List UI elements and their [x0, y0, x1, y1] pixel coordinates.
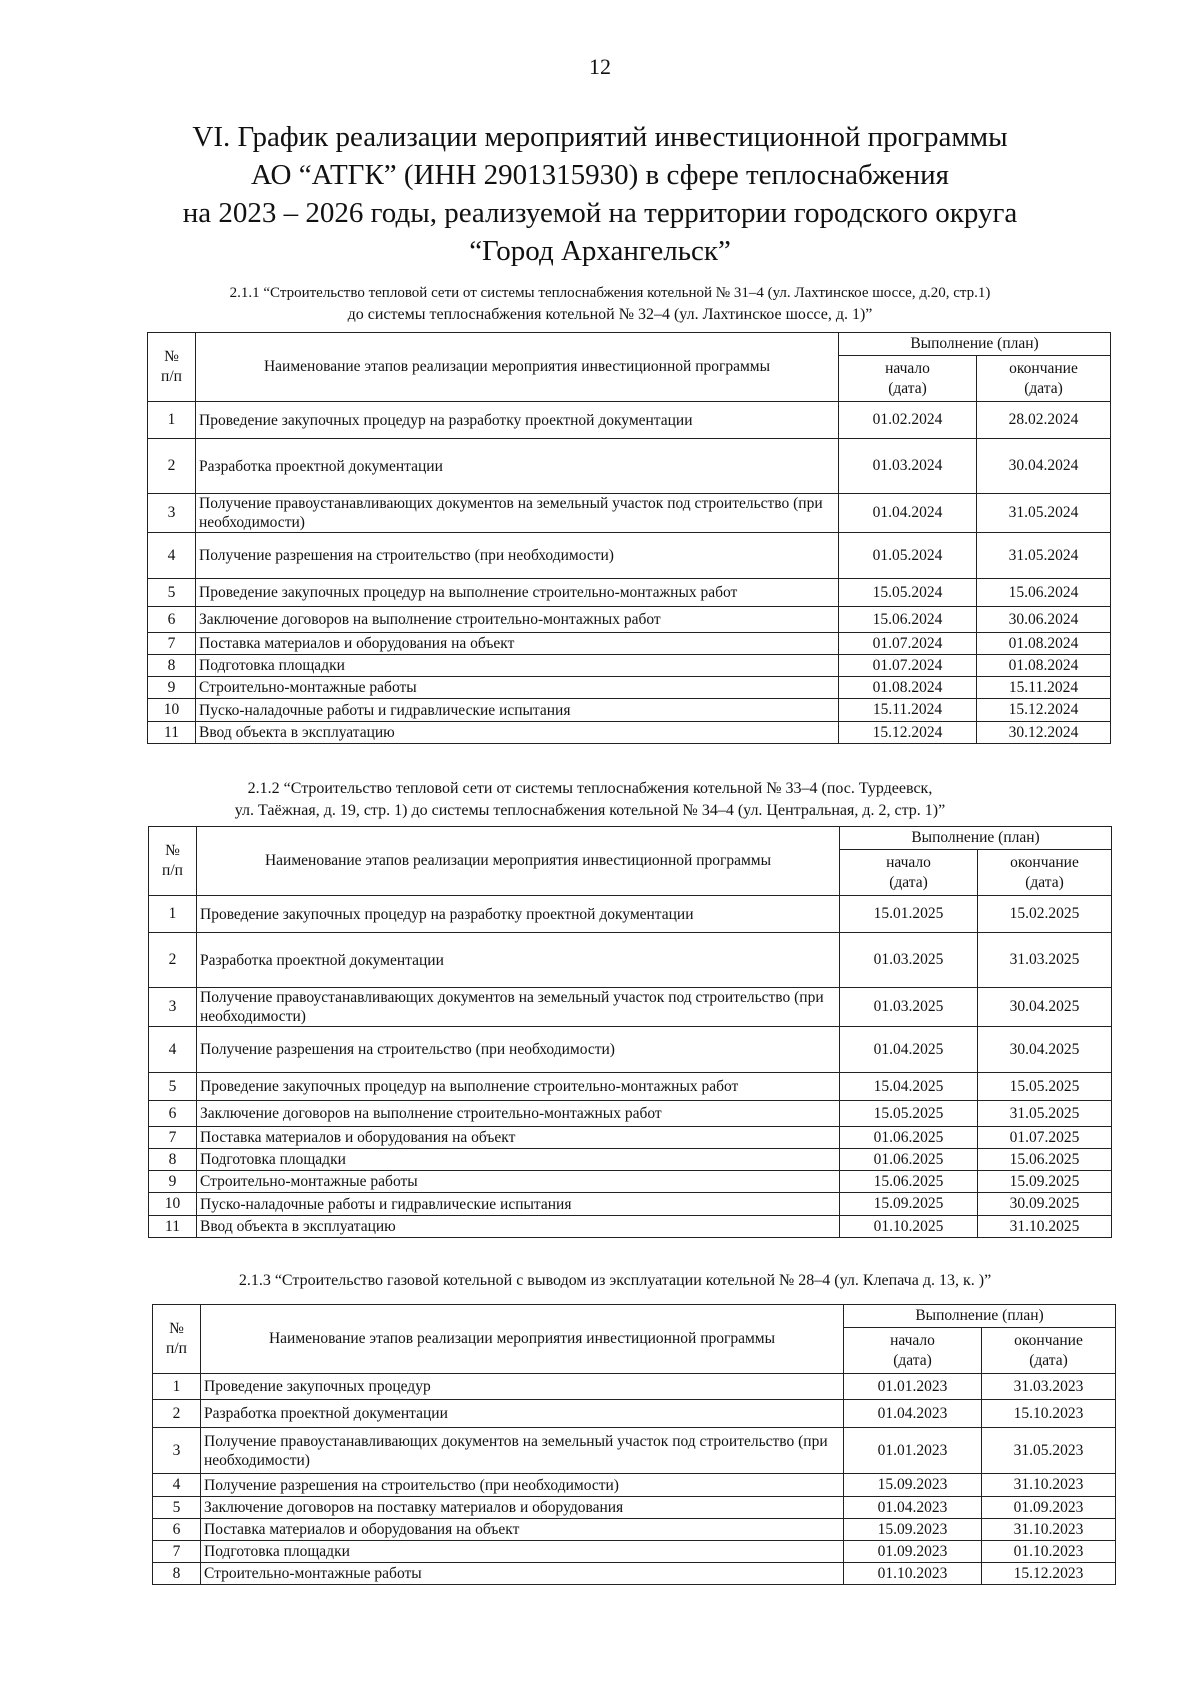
row-start-date: 01.07.2024 [839, 633, 977, 655]
table-row [148, 533, 1111, 579]
row-end-date: 15.05.2025 [978, 1073, 1112, 1101]
row-number: 4 [153, 1474, 201, 1497]
row-end-date: 31.10.2023 [982, 1519, 1116, 1541]
row-end-date: 31.03.2025 [978, 933, 1112, 988]
row-end-date: 31.10.2023 [982, 1474, 1116, 1497]
row-stage-name: Получение правоустанавливающих документов на земельный участок под строительство (при необходимости) [196, 494, 839, 533]
row-end-date: 15.11.2024 [977, 677, 1111, 699]
subtitle-line: до системы теплоснабжения котельной № 32–4 (ул. Лахтинское шоссе, д. 1)” [347, 306, 873, 323]
row-end-date: 01.08.2024 [977, 655, 1111, 677]
row-end-date: 01.07.2025 [978, 1127, 1112, 1149]
row-end-date: 15.09.2025 [978, 1171, 1112, 1193]
row-start-date: 15.09.2023 [844, 1474, 982, 1497]
header-start-date: начало (дата) [839, 356, 977, 402]
row-start-date: 01.07.2024 [839, 655, 977, 677]
row-number: 10 [149, 1193, 197, 1216]
header-end-date: окончание (дата) [977, 356, 1111, 402]
row-start-date: 01.06.2025 [840, 1149, 978, 1171]
table-row [149, 1216, 1112, 1238]
row-end-date: 15.02.2025 [978, 896, 1112, 933]
header-end-date: окончание (дата) [982, 1328, 1116, 1374]
row-end-date: 15.12.2024 [977, 699, 1111, 722]
table-row [148, 402, 1111, 439]
row-start-date: 15.09.2025 [840, 1193, 978, 1216]
row-start-date: 15.11.2024 [839, 699, 977, 722]
subtitle-line: ул. Таёжная, д. 19, стр. 1) до системы теплоснабжения котельной № 34–4 (ул. Центральная, д. 2, стр. 1)” [234, 802, 946, 819]
table-row [153, 1541, 1116, 1563]
header-stage-name: Наименование этапов реализации мероприятия инвестиционной программы [201, 1305, 844, 1374]
table-row [148, 579, 1111, 607]
row-number: 2 [153, 1400, 201, 1428]
row-number: 3 [149, 988, 197, 1027]
row-end-date: 15.06.2025 [978, 1149, 1112, 1171]
row-start-date: 01.04.2024 [839, 494, 977, 533]
table-row [148, 655, 1111, 677]
table-header-row [153, 1305, 1116, 1328]
row-start-date: 01.10.2025 [840, 1216, 978, 1238]
row-stage-name: Получение разрешения на строительство (при необходимости) [197, 1027, 840, 1073]
row-stage-name: Поставка материалов и оборудования на объект [196, 633, 839, 655]
row-start-date: 15.01.2025 [840, 896, 978, 933]
table-row [149, 1149, 1112, 1171]
table-row [149, 1101, 1112, 1127]
row-end-date: 30.04.2025 [978, 1027, 1112, 1073]
row-start-date: 01.03.2024 [839, 439, 977, 494]
heading-line: “Город Архангельск” [469, 235, 731, 267]
table-row [149, 1027, 1112, 1073]
document-heading [120, 118, 1080, 270]
row-start-date: 01.05.2024 [839, 533, 977, 579]
header-execution-plan: Выполнение (план) [839, 333, 1111, 356]
section-subtitle-2-1-2 [150, 778, 1030, 822]
row-start-date: 01.04.2023 [844, 1497, 982, 1519]
row-stage-name: Проведение закупочных процедур на разработку проектной документации [196, 402, 839, 439]
table-row [149, 1193, 1112, 1216]
row-start-date: 01.01.2023 [844, 1428, 982, 1474]
row-start-date: 15.04.2025 [840, 1073, 978, 1101]
table-row [149, 896, 1112, 933]
row-start-date: 01.01.2023 [844, 1374, 982, 1400]
table-header-row [149, 827, 1112, 850]
row-start-date: 15.12.2024 [839, 722, 977, 744]
header-end-date: окончание (дата) [978, 850, 1112, 896]
table-header-row [148, 333, 1111, 356]
table-row [153, 1400, 1116, 1428]
row-number: 3 [148, 494, 196, 533]
row-start-date: 01.04.2025 [840, 1027, 978, 1073]
row-stage-name: Ввод объекта в эксплуатацию [196, 722, 839, 744]
table-row [153, 1374, 1116, 1400]
row-number: 5 [153, 1497, 201, 1519]
row-stage-name: Пуско-наладочные работы и гидравлические испытания [197, 1193, 840, 1216]
row-number: 7 [149, 1127, 197, 1149]
row-number: 7 [148, 633, 196, 655]
row-stage-name: Заключение договоров на выполнение строительно-монтажных работ [197, 1101, 840, 1127]
row-end-date: 31.05.2024 [977, 494, 1111, 533]
table-row [149, 1127, 1112, 1149]
row-stage-name: Получение правоустанавливающих документов на земельный участок под строительство (при необходимости) [201, 1428, 844, 1474]
table-row [148, 722, 1111, 744]
row-number: 4 [148, 533, 196, 579]
row-number: 8 [153, 1563, 201, 1585]
row-end-date: 15.12.2023 [982, 1563, 1116, 1585]
row-stage-name: Заключение договоров на поставку материалов и оборудования [201, 1497, 844, 1519]
row-stage-name: Ввод объекта в эксплуатацию [197, 1216, 840, 1238]
section-subtitle-2-1-3 [150, 1270, 1080, 1292]
row-end-date: 30.04.2025 [978, 988, 1112, 1027]
row-end-date: 30.04.2024 [977, 439, 1111, 494]
row-start-date: 15.06.2025 [840, 1171, 978, 1193]
row-end-date: 31.03.2023 [982, 1374, 1116, 1400]
row-number: 1 [148, 402, 196, 439]
row-start-date: 01.09.2023 [844, 1541, 982, 1563]
row-number: 2 [149, 933, 197, 988]
table-row [148, 699, 1111, 722]
row-stage-name: Подготовка площадки [201, 1541, 844, 1563]
row-number: 7 [153, 1541, 201, 1563]
row-start-date: 01.03.2025 [840, 988, 978, 1027]
row-stage-name: Строительно-монтажные работы [197, 1171, 840, 1193]
row-number: 10 [148, 699, 196, 722]
row-number: 6 [148, 607, 196, 633]
table-row [148, 494, 1111, 533]
heading-line: АО “АТГК” (ИНН 2901315930) в сфере теплоснабжения [251, 159, 949, 191]
subtitle-line: 2.1.1 “Строительство тепловой сети от системы теплоснабжения котельной № 31–4 (ул. Лахтинское шоссе, д.20, стр.1) [229, 285, 991, 301]
row-stage-name: Получение разрешения на строительство (при необходимости) [196, 533, 839, 579]
table-row [148, 677, 1111, 699]
row-number: 8 [149, 1149, 197, 1171]
row-number: 11 [149, 1216, 197, 1238]
table-row [153, 1563, 1116, 1585]
row-end-date: 15.06.2024 [977, 579, 1111, 607]
row-end-date: 30.09.2025 [978, 1193, 1112, 1216]
row-stage-name: Получение разрешения на строительство (при необходимости) [201, 1474, 844, 1497]
table-row [149, 933, 1112, 988]
schedule-table-2-1-1 [147, 332, 1111, 744]
row-start-date: 15.05.2024 [839, 579, 977, 607]
row-start-date: 15.06.2024 [839, 607, 977, 633]
header-stage-name: Наименование этапов реализации мероприятия инвестиционной программы [196, 333, 839, 402]
row-end-date: 31.10.2025 [978, 1216, 1112, 1238]
row-end-date: 01.10.2023 [982, 1541, 1116, 1563]
row-start-date: 01.08.2024 [839, 677, 977, 699]
row-end-date: 31.05.2025 [978, 1101, 1112, 1127]
row-stage-name: Разработка проектной документации [196, 439, 839, 494]
row-number: 6 [153, 1519, 201, 1541]
row-stage-name: Поставка материалов и оборудования на объект [197, 1127, 840, 1149]
table-row [149, 1073, 1112, 1101]
row-start-date: 01.02.2024 [839, 402, 977, 439]
row-stage-name: Заключение договоров на выполнение строительно-монтажных работ [196, 607, 839, 633]
row-end-date: 01.09.2023 [982, 1497, 1116, 1519]
row-start-date: 01.06.2025 [840, 1127, 978, 1149]
table-row [148, 633, 1111, 655]
row-stage-name: Пуско-наладочные работы и гидравлические испытания [196, 699, 839, 722]
header-execution-plan: Выполнение (план) [840, 827, 1112, 850]
row-number: 1 [149, 896, 197, 933]
row-end-date: 31.05.2024 [977, 533, 1111, 579]
row-end-date: 15.10.2023 [982, 1400, 1116, 1428]
heading-line: на 2023 – 2026 годы, реализуемой на территории городского округа [182, 197, 1018, 229]
heading-line: VI. График реализации мероприятий инвестиционной программы [192, 121, 1008, 153]
header-number: № п/п [153, 1305, 201, 1374]
row-start-date: 15.09.2023 [844, 1519, 982, 1541]
table-row [148, 439, 1111, 494]
row-start-date: 01.03.2025 [840, 933, 978, 988]
header-stage-name: Наименование этапов реализации мероприятия инвестиционной программы [197, 827, 840, 896]
row-start-date: 01.10.2023 [844, 1563, 982, 1585]
table-row [153, 1474, 1116, 1497]
row-number: 9 [148, 677, 196, 699]
table-row [153, 1428, 1116, 1474]
row-stage-name: Разработка проектной документации [197, 933, 840, 988]
row-start-date: 15.05.2025 [840, 1101, 978, 1127]
row-stage-name: Проведение закупочных процедур на разработку проектной документации [197, 896, 840, 933]
row-number: 5 [148, 579, 196, 607]
subtitle-line: 2.1.3 “Строительство газовой котельной с выводом из эксплуатации котельной № 28–4 (ул. Клепача д. 13, к. )” [238, 1272, 992, 1289]
row-stage-name: Подготовка площадки [197, 1149, 840, 1171]
subtitle-line: 2.1.2 “Строительство тепловой сети от системы теплоснабжения котельной № 33–4 (пос. Турдеевск, [247, 780, 933, 797]
header-number: № п/п [149, 827, 197, 896]
table-row [149, 988, 1112, 1027]
row-number: 4 [149, 1027, 197, 1073]
row-end-date: 01.08.2024 [977, 633, 1111, 655]
row-stage-name: Строительно-монтажные работы [196, 677, 839, 699]
schedule-table-2-1-2 [148, 826, 1112, 1238]
row-stage-name: Проведение закупочных процедур на выполнение строительно-монтажных работ [197, 1073, 840, 1101]
row-number: 2 [148, 439, 196, 494]
table-row [153, 1497, 1116, 1519]
row-stage-name: Проведение закупочных процедур [201, 1374, 844, 1400]
row-number: 5 [149, 1073, 197, 1101]
row-number: 8 [148, 655, 196, 677]
row-number: 9 [149, 1171, 197, 1193]
table-row [153, 1519, 1116, 1541]
header-execution-plan: Выполнение (план) [844, 1305, 1116, 1328]
row-stage-name: Строительно-монтажные работы [201, 1563, 844, 1585]
row-stage-name: Подготовка площадки [196, 655, 839, 677]
header-start-date: начало (дата) [844, 1328, 982, 1374]
page-number: 12 [589, 54, 611, 79]
row-number: 3 [153, 1428, 201, 1474]
row-number: 6 [149, 1101, 197, 1127]
row-end-date: 30.06.2024 [977, 607, 1111, 633]
row-number: 1 [153, 1374, 201, 1400]
header-number: № п/п [148, 333, 196, 402]
section-subtitle-2-1-1 [130, 282, 1090, 326]
row-end-date: 28.02.2024 [977, 402, 1111, 439]
row-stage-name: Разработка проектной документации [201, 1400, 844, 1428]
row-number: 11 [148, 722, 196, 744]
row-end-date: 31.05.2023 [982, 1428, 1116, 1474]
table-row [148, 607, 1111, 633]
row-stage-name: Получение правоустанавливающих документов на земельный участок под строительство (при необходимости) [197, 988, 840, 1027]
schedule-table-2-1-3 [152, 1304, 1116, 1585]
row-start-date: 01.04.2023 [844, 1400, 982, 1428]
row-stage-name: Поставка материалов и оборудования на объект [201, 1519, 844, 1541]
table-row [149, 1171, 1112, 1193]
header-start-date: начало (дата) [840, 850, 978, 896]
row-end-date: 30.12.2024 [977, 722, 1111, 744]
row-stage-name: Проведение закупочных процедур на выполнение строительно-монтажных работ [196, 579, 839, 607]
